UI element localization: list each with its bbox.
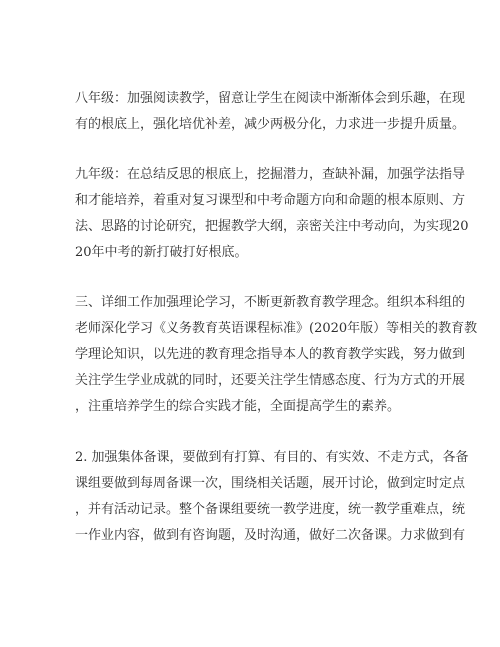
text-line: 九年级：在总结反思的根底上，挖掘潜力，查缺补漏，加强学法指导 bbox=[75, 167, 466, 182]
text-line: 八年级：加强阅读教学，留意让学生在阅读中渐渐体会到乐趣，在现 bbox=[75, 91, 466, 106]
text-line: ，并有活动记录。整个备课组要统一教学进度，统一教学重难点，统 bbox=[75, 502, 466, 517]
text-line: 老师深化学习《义务教育英语课程标准》(2020年版）等相关的教育教 bbox=[75, 321, 478, 336]
paragraph-grade-nine bbox=[75, 162, 469, 266]
paragraph-theory-study bbox=[75, 290, 478, 420]
text-line: 关注学生学业成就的同时，还要关注学生情感态度、行为方式的开展 bbox=[75, 373, 466, 388]
text-line: 和才能培养，着重对复习课型和中考命题方向和命题的根本原则、方 bbox=[75, 193, 466, 208]
text-line: 学理论知识，以先进的教育理念指导本人的教育教学实践，努力做到 bbox=[75, 347, 466, 362]
text-line: 2. 加强集体备课，要做到有打算、有目的、有实效、不走方式，各备 bbox=[75, 450, 469, 465]
text-line: ，注重培养学生的综合实践才能，全面提高学生的素养。 bbox=[75, 399, 401, 414]
text-line: 课组要做到每周备课一次，围绕相关话题，展开讨论，做到定时定点 bbox=[75, 476, 466, 491]
text-line: 一作业内容，做到有咨询题，及时沟通，做好二次备课。力求做到有 bbox=[75, 528, 466, 543]
text-line: 有的根底上，强化培优补差，减少两极分化，力求进一步提升质量。 bbox=[75, 117, 466, 132]
paragraph-collective-lesson-prep bbox=[75, 445, 469, 549]
text-line: 三、详细工作加强理论学习，不断更新教育教学理念。组织本科组的 bbox=[75, 295, 466, 310]
paragraph-grade-eight bbox=[75, 86, 466, 138]
text-line: 法、思路的讨论研究，把握教学大纲，亲密关注中考动向，为实现20 bbox=[75, 219, 469, 234]
text-line: 20年中考的新打破打好根底。 bbox=[75, 245, 248, 260]
